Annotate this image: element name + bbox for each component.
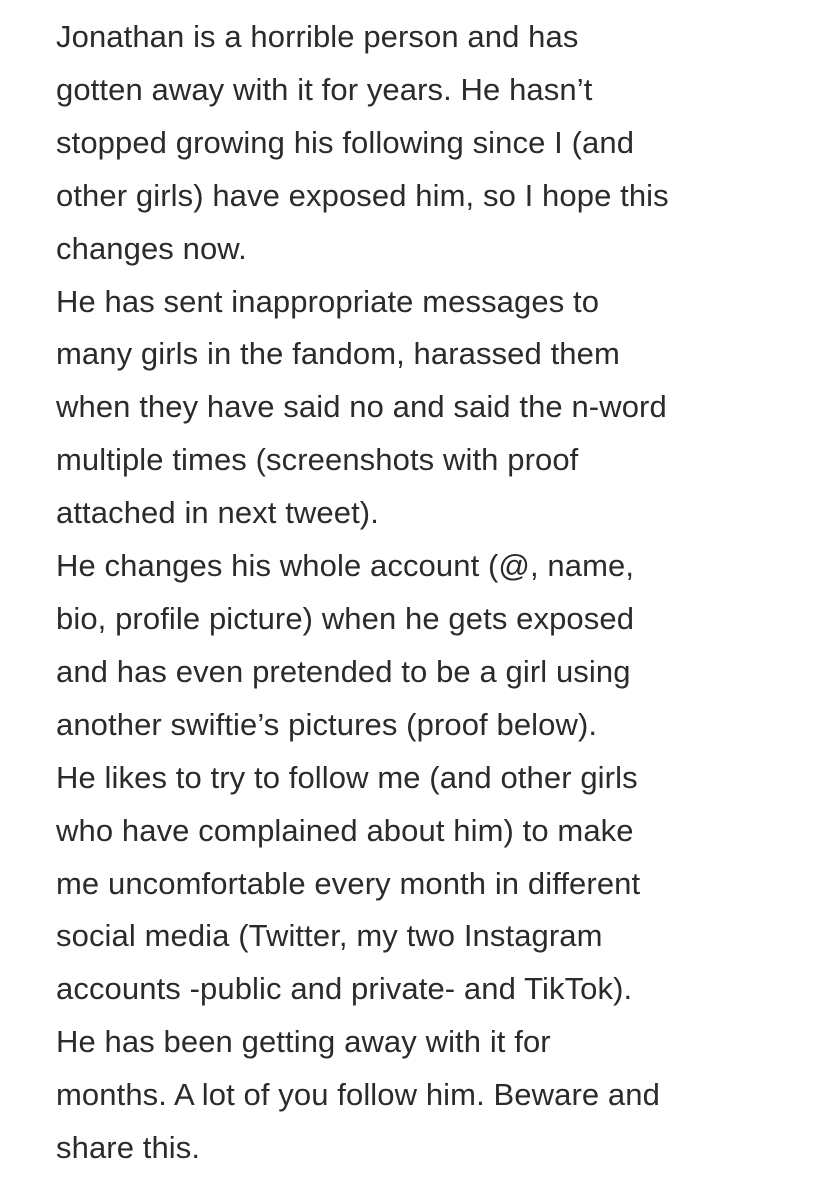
note-line: accounts -public and private- and TikTok). <box>56 971 633 1007</box>
note-line: stopped growing his following since I (and <box>56 124 635 160</box>
note-line: social media (Twitter, my two Instagram <box>56 918 603 954</box>
note-line: He changes his whole account (@, name, <box>56 548 635 584</box>
note-line: other girls) have exposed him, so I hope this <box>56 177 669 213</box>
note-line: Jonathan is a horrible person and has <box>56 19 579 54</box>
note-line: changes now. <box>56 230 247 266</box>
note-line: gotten away with it for years. He hasn’t <box>56 71 593 107</box>
note-line: He likes to try to follow me (and other girls <box>56 759 638 795</box>
note-line: many girls in the fandom, harassed them <box>56 336 620 372</box>
note-line: multiple times (screenshots with proof <box>56 442 579 478</box>
note-line: attached in next tweet). <box>56 495 379 531</box>
note-line: another swiftie’s pictures (proof below). <box>56 706 598 742</box>
note-line: He has been getting away with it for <box>56 1024 551 1060</box>
note-line: months. A lot of you follow him. Beware and <box>56 1077 660 1113</box>
note-line: He has sent inappropriate messages to <box>56 283 600 319</box>
note-line: share this. <box>56 1130 201 1166</box>
note-line: when they have said no and said the n-word <box>56 389 667 425</box>
note-line: bio, profile picture) when he gets exposed <box>56 600 635 636</box>
note-line: me uncomfortable every month in different <box>56 865 641 901</box>
note-line: who have complained about him) to make <box>56 812 634 848</box>
note-line: and has even pretended to be a girl using <box>56 653 631 689</box>
